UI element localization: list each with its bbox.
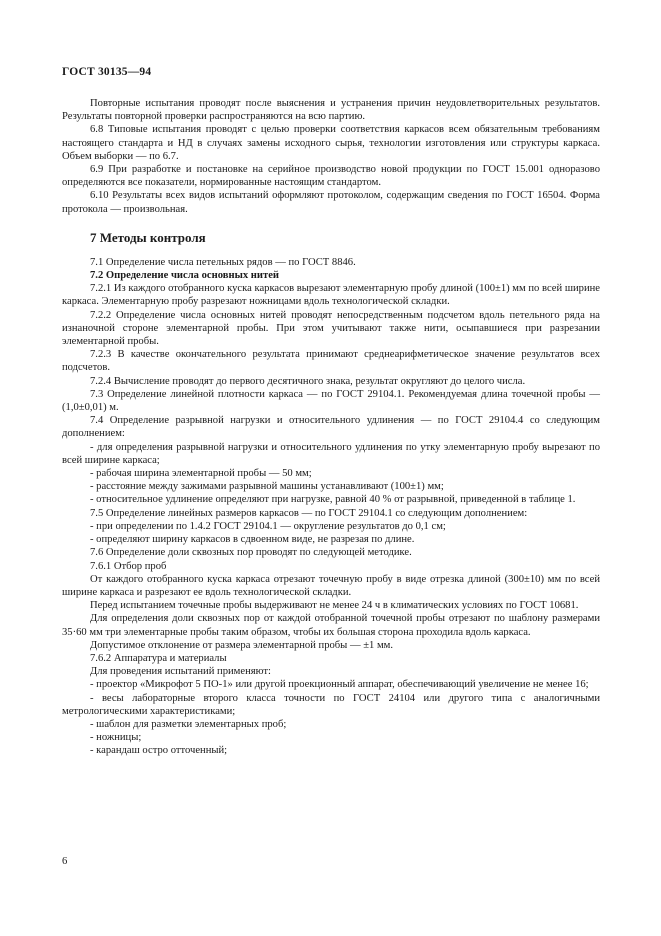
paragraph: 7.2.2 Определение числа основных нитей проводят непосредственным подсчетом вдоль петельного ряда на изнаночной стороне элементарной пробы. При этом учитывают также нити, осыпавшиеся при разрезании элементарной пробы. — [62, 309, 600, 348]
paragraph: 7.6.2 Аппаратура и материалы — [90, 652, 227, 664]
paragraph: 7.5 Определение линейных размеров каркасов — по ГОСТ 29104.1 со следующим дополнением: — [90, 507, 528, 519]
paragraph: 7.6 Определение доли сквозных пор проводят по следующей методике. — [90, 547, 412, 559]
paragraph: 6.9 При разработке и постановке на серийное производство новой продукции по ГОСТ 15.001 одноразово определяются все показатели, нормированные настоящим стандартом. — [62, 164, 600, 189]
paragraph: Повторные испытания проводят после выяснения и устранения причин неудовлетворительных результатов. Результаты повторной проверки распространяются на всю партию. — [62, 98, 600, 123]
paragraph: 7.1 Определение числа петельных рядов — по ГОСТ 8846. — [90, 256, 356, 268]
list-item: - расстояние между зажимами разрывной машины устанавливают (100±1) мм; — [90, 481, 444, 493]
paragraph: 7.6.1 Отбор проб — [90, 560, 167, 572]
page-number: 6 — [62, 856, 68, 867]
paragraph: 6.10 Результаты всех видов испытаний оформляют протоколом, содержащим сведения по ГОСТ 16504. Форма протокола — произвольная. — [62, 190, 600, 215]
document-code-header: ГОСТ 30135—94 — [62, 66, 152, 78]
list-item: - весы лабораторные второго класса точности по ГОСТ 24104 или другого типа с аналогичными метрологическими характеристиками; — [62, 692, 600, 717]
paragraph: 7.4 Определение разрывной нагрузки и относительного удлинения — по ГОСТ 29104.4 со следующим дополнением: — [62, 415, 600, 440]
list-item: - определяют ширину каркасов в сдвоенном виде, не разрезая по длине. — [90, 534, 415, 546]
paragraph: 6.8 Типовые испытания проводят с целью проверки соответствия каркасов всем обязательным требованиям настоящего стандарта и НД в случаях замены исходного сырья, технологии изготовления или структуры каркаса. Объем выборки — по 6.7. — [62, 124, 600, 162]
list-item: - проектор «Микрофот 5 ПО-1» или другой проекционный аппарат, обеспечивающий увеличение не менее 16; — [90, 679, 589, 691]
list-item: - для определения разрывной нагрузки и относительного удлинения по утку элементарную пробу вырезают по всей ширине каркаса; — [62, 441, 600, 466]
paragraph: Для определения доли сквозных пор от каждой отобранной точечной пробы отрезают по шаблону размерами 35·60 мм три элементарные пробы таким образом, чтобы их большая сторона проходила вдоль каркаса. — [62, 613, 600, 638]
list-item: - рабочая ширина элементарной пробы — 50 мм; — [90, 468, 312, 480]
paragraph: Перед испытанием точечные пробы выдерживают не менее 24 ч в климатических условиях по ГОСТ 10681. — [90, 600, 579, 612]
paragraph: 7.2.4 Вычисление проводят до первого десятичного знака, результат округляют до целого числа. — [90, 375, 526, 387]
list-item: - относительное удлинение определяют при нагрузке, равной 40 % от разрывной, приведенной в таблице 1. — [90, 494, 576, 506]
paragraph: От каждого отобранного куска каркаса отрезают точечную пробу в виде отрезка длиной (300±10) мм по всей ширине каркаса и разрезают ее вдоль технологической складки. — [62, 573, 600, 598]
subsection-heading: 7.2 Определение числа основных нитей — [90, 270, 280, 282]
list-item: - ножницы; — [90, 732, 142, 744]
paragraph: Для проведения испытаний применяют: — [90, 666, 271, 678]
list-item: - карандаш остро отточенный; — [90, 745, 228, 757]
paragraph: Допустимое отклонение от размера элементарной пробы — ±1 мм. — [90, 639, 394, 651]
list-item: - шаблон для разметки элементарных проб; — [90, 718, 287, 730]
section-heading: 7 Методы контроля — [90, 229, 206, 245]
document-body — [62, 97, 600, 758]
paragraph: 7.3 Определение линейной плотности каркаса — по ГОСТ 29104.1. Рекомендуемая длина точечной пробы — (1,0±0,01) м. — [62, 388, 600, 414]
paragraph: 7.2.3 В качестве окончательного результата принимают среднеарифметическое значение результатов всех подсчетов. — [62, 349, 600, 374]
list-item: - при определении по 1.4.2 ГОСТ 29104.1 — округление результатов до 0,1 см; — [90, 520, 446, 532]
paragraph: 7.2.1 Из каждого отобранного куска каркасов вырезают элементарную пробу длиной (100±1) мм по всей ширине каркаса. Элементарную пробу разрезают ножницами вдоль технологической складки. — [62, 283, 600, 308]
